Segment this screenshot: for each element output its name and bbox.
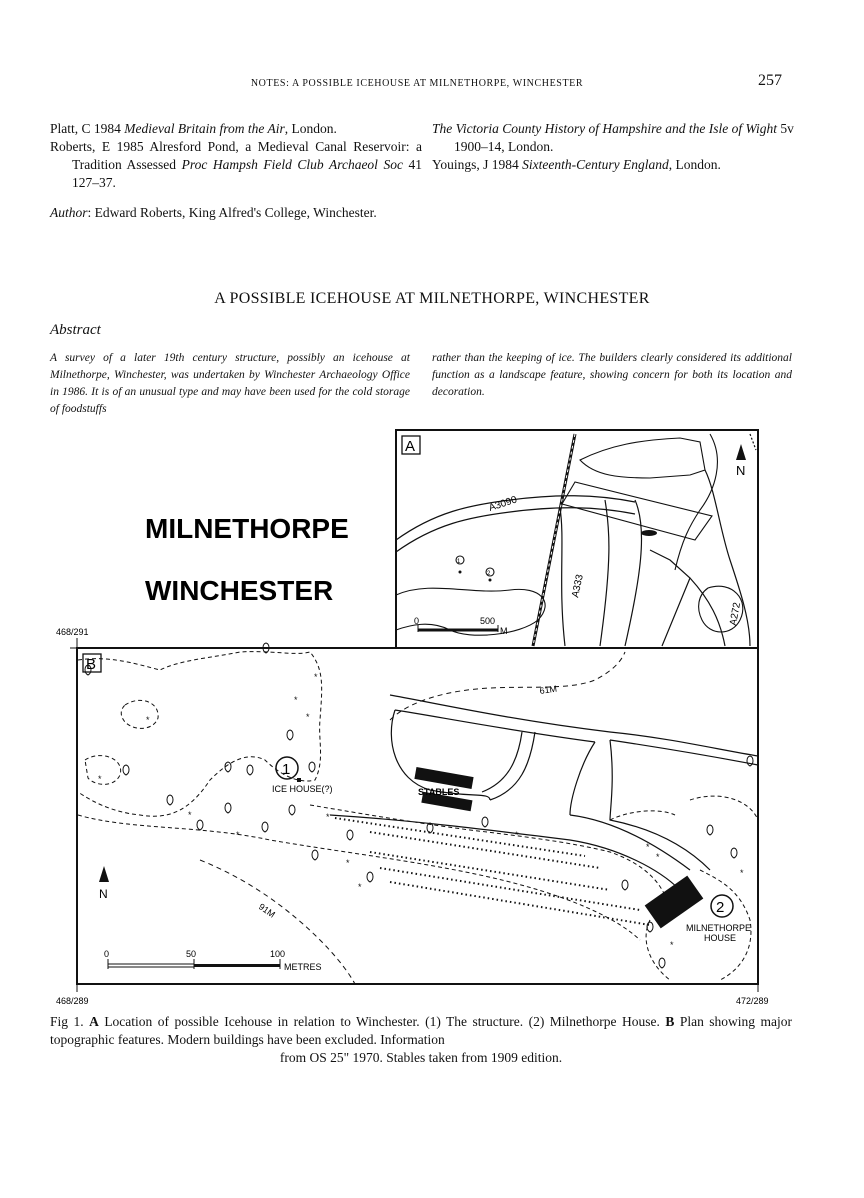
svg-text:*: * <box>188 810 192 820</box>
panel-a-marker-1: 1 <box>457 559 461 565</box>
panel-a-scale-unit: M <box>500 626 508 636</box>
panel-a-scale-end: 500 <box>480 616 496 626</box>
reference-roberts: Roberts, E 1985 Alresford Pond, a Medieval Canal Reservoir: a Tradition Assessed Proc Hampsh Field Club Archaeol Soc 41 127–37. <box>50 139 422 190</box>
stables-building-north <box>414 767 473 789</box>
panel-a-marker-2: 2 <box>487 571 491 577</box>
panel-a-scale-start: 0 <box>414 616 420 626</box>
house-label-line-1: MILNETHORPE <box>686 923 752 933</box>
reference-platt: Platt, C 1984 Medieval Britain from the Air, London. <box>50 121 337 136</box>
svg-text:*: * <box>314 672 318 682</box>
scale-unit-metres: METRES <box>284 962 322 972</box>
svg-text:*: * <box>740 868 744 878</box>
figure-caption <box>50 1013 792 1067</box>
author-line: Author: Edward Roberts, King Alfred's College, Winchester. <box>50 205 377 220</box>
house-label-line-2: HOUSE <box>704 933 737 943</box>
svg-text:*: * <box>656 852 660 862</box>
panel-a-scale-bar <box>414 616 508 636</box>
house-number: 2 <box>716 899 725 916</box>
svg-text:*: * <box>326 812 330 822</box>
svg-text:*: * <box>98 774 102 784</box>
panel-a <box>396 430 758 648</box>
svg-text:*: * <box>294 695 298 705</box>
references-left <box>50 120 422 192</box>
tree-symbols <box>85 643 753 968</box>
north-arrow-icon <box>99 866 109 901</box>
north-arrow-icon <box>736 444 746 478</box>
caption-body: Fig 1. A Location of possible Icehouse in relation to Winchester. (1) The structure. (2) Milnethorpe House. B Plan showing major topographic features. Modern buildings have been excluded. Information <box>50 1014 793 1047</box>
map-title-milnethorpe: MILNETHORPE <box>145 513 349 544</box>
svg-text:*: * <box>358 882 362 892</box>
north-label-b: N <box>99 887 108 901</box>
reference-vch: The Victoria County History of Hampshire and the Isle of Wight 5v 1900–14, London. <box>432 121 794 154</box>
figure-map <box>50 420 814 1010</box>
contour-label-upper: 61M <box>538 683 558 696</box>
stables-label: STABLES <box>418 787 460 797</box>
abstract-left-column: A survey of a later 19th century structure, possibly an icehouse at Milnethorpe, Winchester, was undertaken by Winchester Archaeology Office in 1986. It is of an unusual type and may have been used for the cold storage of foodstuffs <box>50 352 410 415</box>
scale-label-100: 100 <box>270 949 286 959</box>
scale-label-0: 0 <box>104 949 110 959</box>
road-label-a333: A333 <box>570 573 586 599</box>
svg-text:*: * <box>146 715 150 725</box>
map-title-winchester: WINCHESTER <box>145 575 334 606</box>
svg-text:*: * <box>670 940 674 950</box>
north-label-a: N <box>736 463 746 478</box>
panel-b <box>56 627 769 1006</box>
scale-label-50: 50 <box>186 949 197 959</box>
svg-text:*: * <box>306 712 310 722</box>
svg-text:*: * <box>646 842 650 852</box>
road-label-a272: A272 <box>728 601 744 627</box>
article-title: A POSSIBLE ICEHOUSE AT MILNETHORPE, WINCHESTER <box>214 290 650 307</box>
references-right <box>432 120 794 174</box>
caption-last-line: from OS 25" 1970. Stables taken from 1909 edition. <box>279 1050 563 1065</box>
road-label-a3090: A3090 <box>487 494 519 514</box>
icehouse-label: ICE HOUSE(?) <box>272 784 333 794</box>
grid-ref-top-left: 468/291 <box>56 627 89 637</box>
milnethorpe-house-building <box>645 876 704 929</box>
icehouse-number: 1 <box>282 761 291 778</box>
panel-a-label: A <box>405 438 416 455</box>
abstract-heading: Abstract <box>50 322 101 338</box>
icehouse-marker <box>297 778 301 782</box>
contour-label-lower: 91M <box>256 901 277 920</box>
reference-youings: Youings, J 1984 Sixteenth-Century England, London. <box>432 157 721 172</box>
panel-b-label: B <box>86 656 97 673</box>
svg-text:*: * <box>515 830 519 840</box>
running-head: NOTES: A POSSIBLE ICEHOUSE AT MILNETHORPE, WINCHESTER <box>250 78 584 89</box>
svg-text:*: * <box>346 858 350 868</box>
svg-text:*: * <box>236 830 240 840</box>
grid-ref-bottom-right: 472/289 <box>736 996 769 1006</box>
grid-ref-bottom-left: 468/289 <box>56 996 89 1006</box>
abstract-right-column: rather than the keeping of ice. The builders clearly considered its additional function as a landscape feature, showing concern for both its location and decoration. <box>432 352 792 398</box>
panel-b-scale-bar <box>104 949 322 972</box>
page-number: 257 <box>758 72 782 89</box>
